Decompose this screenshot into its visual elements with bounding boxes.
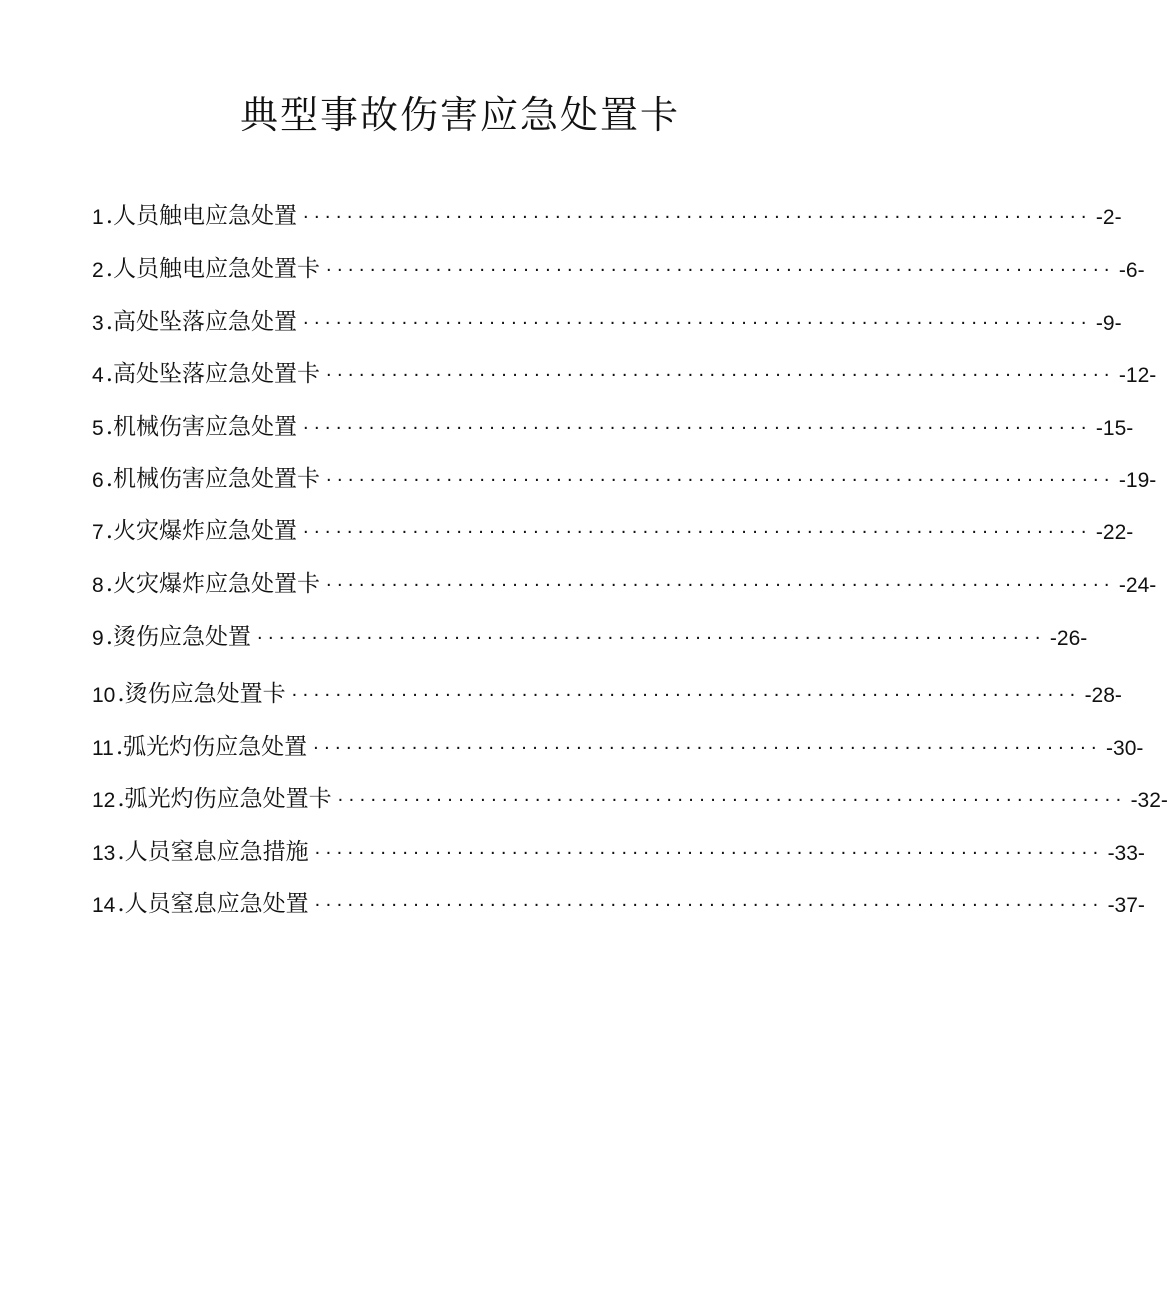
toc-entry-label: .烫伤应急处置卡 (117, 681, 286, 707)
toc-entry-label: .高处坠落应急处置卡 (105, 361, 320, 387)
toc-entry[interactable] (92, 302, 1122, 336)
toc-entry[interactable] (92, 832, 1145, 866)
toc-entry-number: 2 (92, 259, 104, 282)
toc-entry-label: .弧光灼伤应急处置 (115, 734, 308, 760)
toc-entry[interactable] (92, 511, 1134, 545)
toc-entry-number: 13 (92, 842, 116, 865)
toc-leader-dots: ........................................................................ (326, 464, 1115, 486)
toc-entry-label: .火灾爆炸应急处置卡 (105, 571, 320, 597)
toc-entry[interactable] (92, 779, 1168, 813)
toc-entry-label: .人员触电应急处置 (105, 203, 297, 229)
toc-entry-number: 7 (92, 521, 104, 544)
toc-entry-number: 9 (92, 627, 104, 650)
toc-leader-dots: ........................................................................ (303, 201, 1092, 223)
toc-entry-number: 14 (92, 894, 116, 917)
toc-leader-dots: ........................................................................ (326, 254, 1115, 276)
toc-entry-label: .火灾爆炸应急处置 (105, 518, 297, 544)
toc-leader-dots: ........................................................................ (326, 569, 1115, 591)
toc-entry-number: 8 (92, 574, 104, 597)
toc-entry-page: -24- (1118, 574, 1157, 597)
toc-leader-dots: ........................................................................ (314, 837, 1104, 859)
toc-entry-label: .机械伤害应急处置 (105, 414, 297, 440)
toc-entry[interactable] (92, 249, 1145, 283)
toc-entry-number: 6 (92, 469, 104, 492)
toc-entry-label: .人员窒息应急处置 (117, 891, 309, 917)
toc-leader-dots: ........................................................................ (303, 307, 1092, 329)
toc-entry-page: -28- (1084, 684, 1122, 707)
toc-entry-label: .人员触电应急处置卡 (105, 256, 320, 282)
toc-entry-page: -2- (1095, 206, 1122, 229)
toc-entry-page: -12- (1118, 364, 1157, 387)
toc-entry[interactable] (92, 727, 1144, 761)
toc-entry-page: -9- (1095, 312, 1122, 335)
toc-entry-page: -33- (1107, 842, 1145, 865)
toc-entry-number: 3 (92, 312, 104, 335)
toc-entry-number: 12 (92, 789, 116, 812)
toc-entry-number: 11 (92, 737, 114, 760)
toc-entry-page: -22- (1095, 521, 1134, 544)
toc-entry[interactable] (92, 564, 1157, 598)
toc-entry-page: -6- (1118, 259, 1145, 282)
toc-leader-dots: ........................................................................ (313, 732, 1103, 754)
toc-leader-dots: ........................................................................ (337, 784, 1127, 806)
toc-entry[interactable] (92, 407, 1134, 441)
toc-entry-number: 4 (92, 364, 104, 387)
toc-entry[interactable] (92, 674, 1122, 708)
toc-entry-page: -26- (1049, 627, 1088, 650)
toc-entry-label: .高处坠落应急处置 (105, 309, 297, 335)
toc-entry-page: -37- (1107, 894, 1145, 917)
toc-leader-dots: ........................................................................ (303, 516, 1092, 538)
toc-entry-number: 5 (92, 417, 104, 440)
toc-entry[interactable] (92, 196, 1122, 230)
toc-entry-page: -30- (1106, 737, 1144, 760)
toc-entry-label: .人员窒息应急措施 (117, 839, 309, 865)
toc-entry[interactable] (92, 459, 1157, 493)
toc-entry-page: -15- (1095, 417, 1134, 440)
toc-entry-label: .机械伤害应急处置卡 (105, 466, 320, 492)
toc-leader-dots: ........................................................................ (303, 412, 1092, 434)
toc-leader-dots: ........................................................................ (314, 889, 1104, 911)
toc-entry-number: 10 (92, 684, 116, 707)
toc-entry-label: .弧光灼伤应急处置卡 (117, 786, 332, 812)
toc-leader-dots: ........................................................................ (291, 679, 1081, 701)
toc-leader-dots: ........................................................................ (326, 359, 1115, 381)
toc-entry[interactable] (92, 617, 1088, 651)
toc-entry-number: 1 (92, 206, 104, 229)
toc-entry-page: -32- (1130, 789, 1168, 812)
toc-entry[interactable] (92, 354, 1157, 388)
document-title: 典型事故伤害应急处置卡 (239, 93, 680, 137)
toc-leader-dots: ........................................................................ (257, 622, 1046, 644)
toc-entry-label: .烫伤应急处置 (105, 624, 251, 650)
toc-entry-page: -19- (1118, 469, 1157, 492)
toc-entry[interactable] (92, 884, 1145, 918)
